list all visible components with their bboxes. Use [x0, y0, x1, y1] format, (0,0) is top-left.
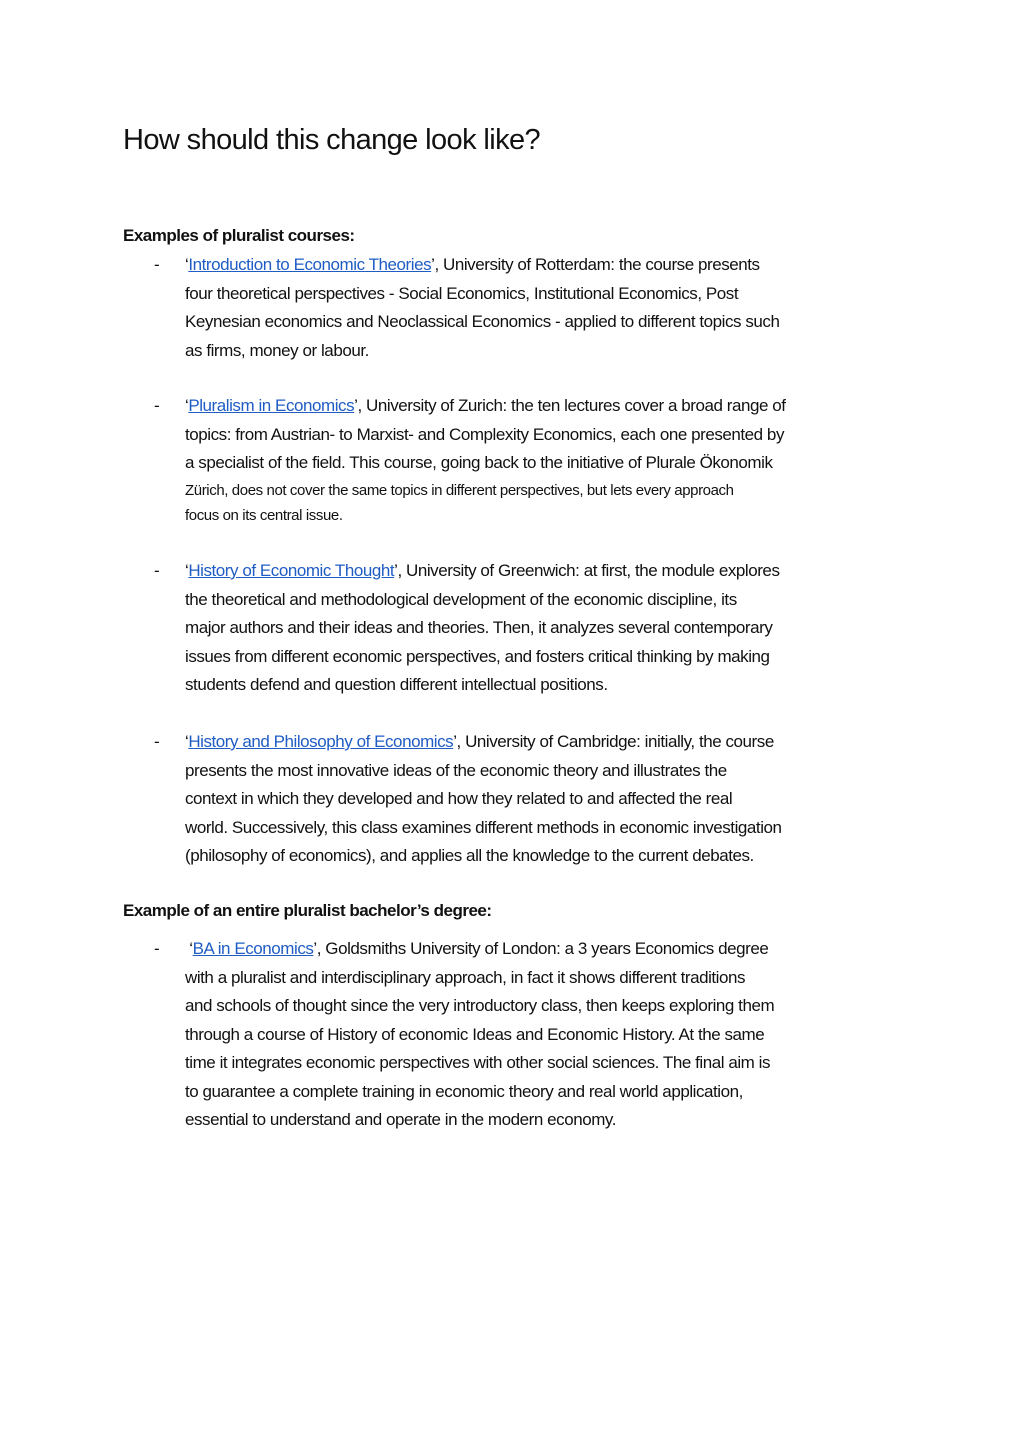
- item-text: [185, 392, 915, 528]
- line-text: as firms, money or labour.: [185, 340, 369, 360]
- link-history-and-philosophy-of-economics[interactable]: History and Philosophy of Economics: [188, 732, 454, 751]
- line-text: four theoretical perspectives - Social Economics, Institutional Economics, Post: [185, 283, 739, 303]
- link-history-of-economic-thought[interactable]: History of Economic Thought: [188, 561, 395, 580]
- line-text: context in which they developed and how they related to and affected the real: [185, 789, 733, 808]
- item-first-line: [185, 935, 915, 964]
- bullet-dash: -: [154, 561, 160, 580]
- item-text: [185, 728, 915, 871]
- section-heading-pluralist-courses: Examples of pluralist courses:: [123, 226, 355, 245]
- item-text: [185, 251, 915, 365]
- line-text: world. Successively, this class examines different methods in economic investigation: [185, 817, 782, 837]
- close-quote: ’: [453, 732, 457, 751]
- line-text: students defend and question different intellectual positions.: [185, 675, 608, 694]
- item-first-line: [185, 392, 915, 421]
- bullet-dash: -: [154, 939, 160, 958]
- line-text: the theoretical and methodological development of the economic discipline, its: [185, 589, 737, 609]
- line-text: and schools of thought since the very introductory class, then keeps exploring them: [185, 996, 775, 1015]
- bullet-dash: -: [154, 396, 160, 415]
- page-title: How should this change look like?: [123, 124, 541, 156]
- close-quote: ’: [354, 396, 358, 415]
- open-quote: ‘: [185, 255, 189, 274]
- item-first-line: [185, 557, 915, 586]
- line-text: through a course of History of economic Ideas and Economic History. At the same: [185, 1024, 765, 1044]
- line-text: focus on its central issue.: [185, 506, 343, 524]
- line-text: , Goldsmiths University of London: a 3 years Economics degree: [316, 939, 769, 958]
- line-text: , University of Zurich: the ten lectures cover a broad range of: [357, 396, 786, 415]
- line-text: Keynesian economics and Neoclassical Economics - applied to different topics such: [185, 312, 780, 331]
- link-ba-in-economics[interactable]: BA in Economics: [192, 939, 314, 958]
- line-text: to guarantee a complete training in economic theory and real world application,: [185, 1081, 743, 1101]
- bullet-dash: -: [154, 732, 160, 751]
- line-text: a specialist of the field. This course, going back to the initiative of Plurale Ökonomik: [185, 453, 773, 472]
- line-text: time it integrates economic perspectives with other social sciences. The final aim is: [185, 1053, 771, 1072]
- section-heading-bachelor-degree: Example of an entire pluralist bachelor’s degree:: [123, 901, 492, 920]
- item-text: [185, 935, 915, 1135]
- line-text: (philosophy of economics), and applies all the knowledge to the current debates.: [185, 846, 754, 865]
- item-text: [185, 557, 915, 700]
- close-quote: ’: [431, 255, 435, 274]
- item-first-line: [185, 251, 915, 280]
- close-quote: ’: [394, 561, 398, 580]
- open-quote: ‘: [189, 939, 193, 958]
- open-quote: ‘: [185, 561, 189, 580]
- line-text: Zürich, does not cover the same topics in different perspectives, but lets every approach: [185, 481, 734, 499]
- line-text: , University of Greenwich: at first, the module explores: [397, 561, 780, 580]
- line-text: major authors and their ideas and theories. Then, it analyzes several contemporary: [185, 618, 773, 637]
- item-first-line: [185, 728, 915, 757]
- line-text: , University of Cambridge: initially, the course: [456, 732, 774, 751]
- close-quote: ’: [313, 939, 317, 958]
- link-introduction-to-economic-theories[interactable]: Introduction to Economic Theories: [188, 255, 432, 274]
- line-text: topics: from Austrian- to Marxist- and Complexity Economics, each one presented by: [185, 424, 784, 444]
- line-text: presents the most innovative ideas of the economic theory and illustrates the: [185, 760, 727, 780]
- line-text: with a pluralist and interdisciplinary approach, in fact it shows different traditions: [185, 967, 746, 987]
- open-quote: ‘: [185, 396, 189, 415]
- line-text: essential to understand and operate in the modern economy.: [185, 1110, 616, 1129]
- link-pluralism-in-economics[interactable]: Pluralism in Economics: [188, 396, 355, 415]
- line-text: , University of Rotterdam: the course presents: [434, 255, 760, 274]
- open-quote: ‘: [185, 732, 189, 751]
- line-text: issues from different economic perspectives, and fosters critical thinking by making: [185, 646, 770, 666]
- bullet-dash: -: [154, 255, 160, 274]
